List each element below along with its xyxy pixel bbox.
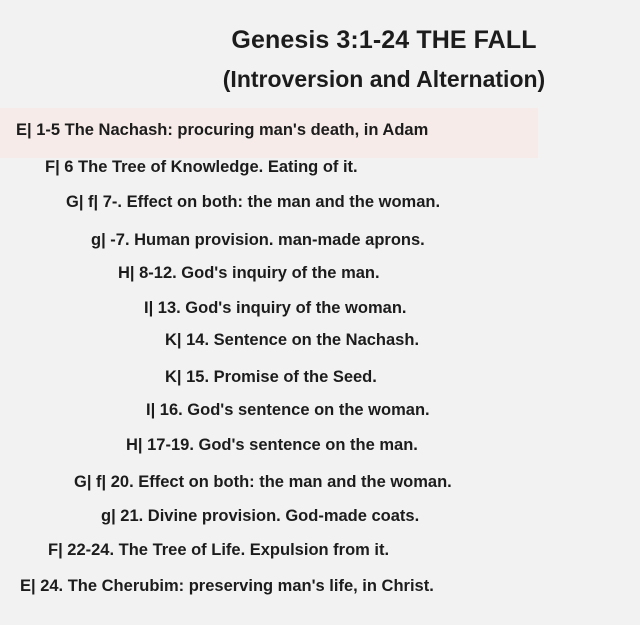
outline-line-g2-sub: g| 21. Divine provision. God-made coats. xyxy=(101,507,420,525)
outline-line-k1: K| 14. Sentence on the Nachash. xyxy=(165,331,420,349)
outline-line-f1: F| 6 The Tree of Knowledge. Eating of it. xyxy=(45,158,358,176)
outline-line-i1: I| 13. God's inquiry of the woman. xyxy=(144,299,407,317)
outline-line-h1: H| 8-12. God's inquiry of the man. xyxy=(118,264,380,282)
outline-line-g1-sub: g| -7. Human provision. man-made aprons. xyxy=(91,231,425,249)
outline-line-g1: G| f| 7-. Effect on both: the man and the woman. xyxy=(66,193,441,211)
outline-line-h2: H| 17-19. God's sentence on the man. xyxy=(126,436,418,454)
outline-line-f2: F| 22-24. The Tree of Life. Expulsion from it. xyxy=(48,541,390,559)
outline-line-k2: K| 15. Promise of the Seed. xyxy=(165,368,377,386)
outline-line-e1: E| 1-5 The Nachash: procuring man's death, in Adam xyxy=(16,121,429,139)
outline-line-i2: I| 16. God's sentence on the woman. xyxy=(146,401,430,419)
page-subtitle: (Introversion and Alternation) xyxy=(222,66,546,92)
outline-line-g2: G| f| 20. Effect on both: the man and the woman. xyxy=(74,473,452,491)
outline-line-e2: E| 24. The Cherubim: preserving man's life, in Christ. xyxy=(20,577,434,595)
page-title: Genesis 3:1-24 THE FALL xyxy=(231,26,537,54)
